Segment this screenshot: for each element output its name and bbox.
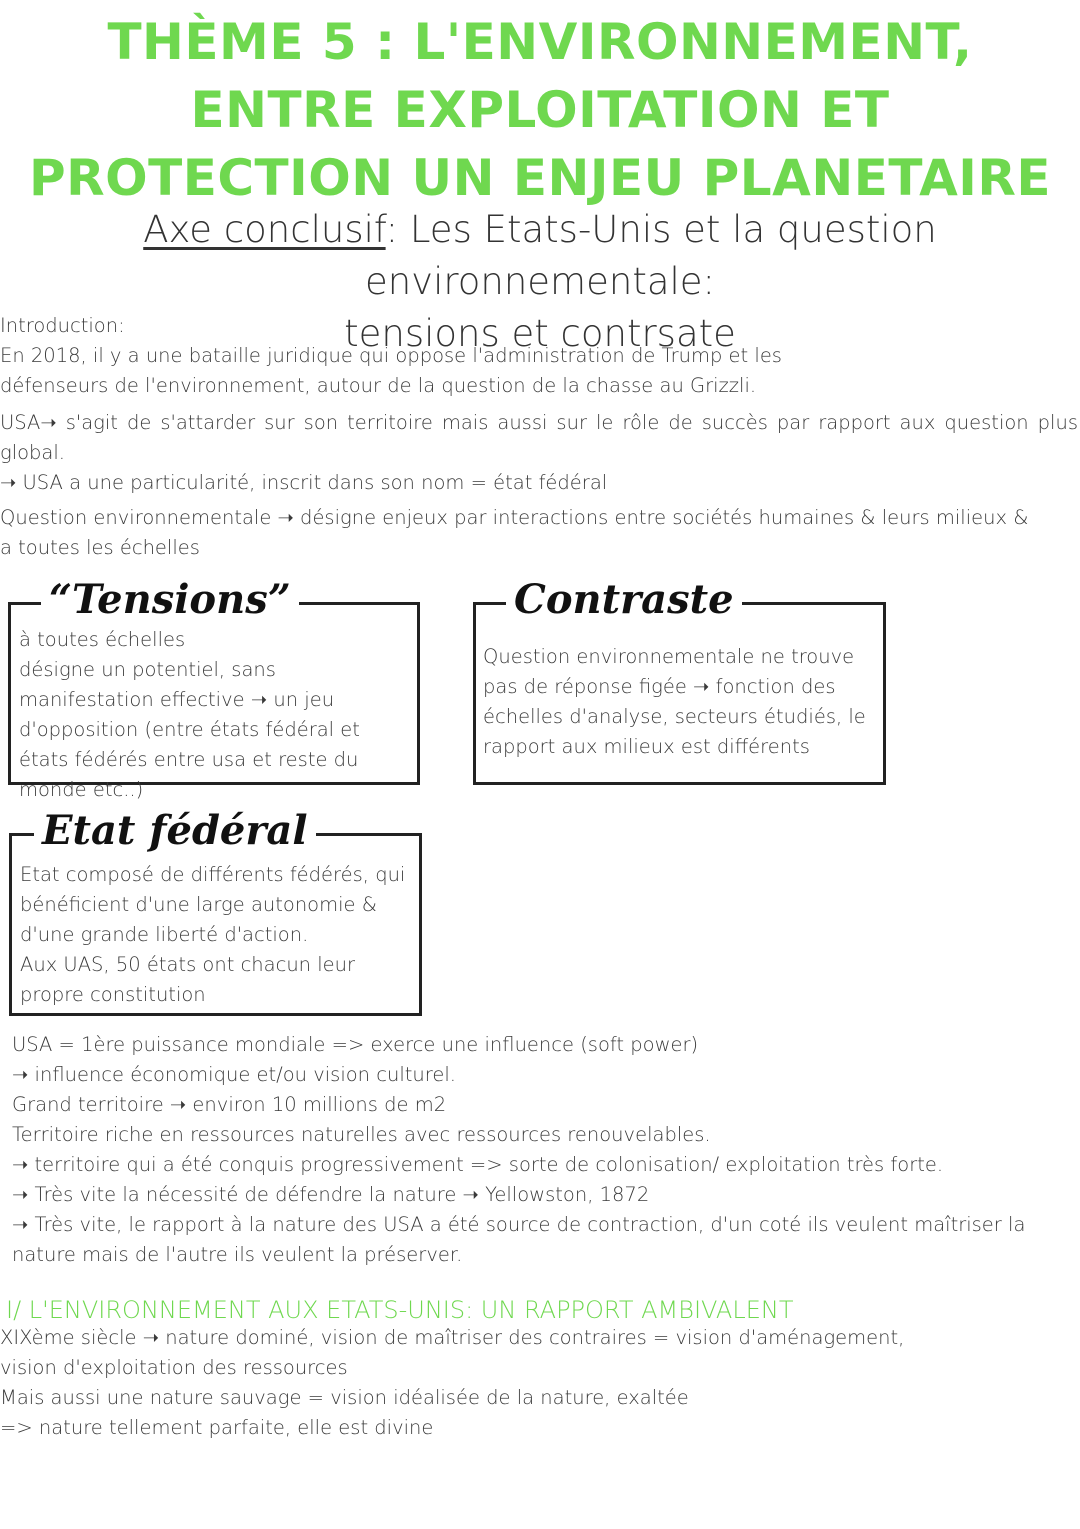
- contraste-box: [473, 576, 886, 785]
- usa-line: Territoire riche en ressources naturelles avec ressources renouvelables.: [12, 1123, 711, 1146]
- tensions-body: à toutes échelles désigne un potentiel, sans manifestation effective ➝ un jeu d'opposition (entre états fédéral et états fédérés entre usa et reste du monde etc..): [19, 628, 360, 801]
- usa-line: ➝ influence économique et/ou vision culturel.: [12, 1063, 456, 1086]
- etat-federal-body: Etat composé de différents fédérés, qui bénéficient d'une large autonomie & d'une grande liberté d'action. Aux UAS, 50 états ont chacun leur propre constitution: [20, 863, 406, 1006]
- usa-line: USA = 1ère puissance mondiale => exerce une influence (soft power): [12, 1033, 699, 1056]
- section-1-heading: I/ L'ENVIRONNEMENT AUX ETATS-UNIS: UN RAPPORT AMBIVALENT: [6, 1296, 794, 1324]
- contraste-body: Question environnementale ne trouve pas de réponse figée ➝ fonction des échelles d'analyse, secteurs étudiés, le rapport aux milieux est différents: [483, 645, 866, 758]
- axe-label: Axe conclusif: [143, 208, 386, 251]
- section-1-paragraph-3: => nature tellement parfaite, elle est divine: [0, 1416, 434, 1439]
- intro-paragraph-3: ➝ USA a une particularité, inscrit dans son nom = état fédéral: [0, 471, 608, 494]
- tensions-box: [8, 576, 420, 801]
- subtitle-rest: : Les Etats-Unis et la question environnementale:: [364, 208, 937, 303]
- section-1-paragraph-1: XIXème siècle ➝ nature dominé, vision de maîtriser des contraires = vision d'aménagement, vision d'exploitation des ressources: [0, 1326, 905, 1379]
- subtitle-line2: tensions et contrsate: [344, 312, 736, 355]
- section-1-paragraph-2: Mais aussi une nature sauvage = vision idéalisée de la nature, exaltée: [0, 1386, 689, 1409]
- intro-paragraph-1: En 2018, il y a une bataille juridique qui oppose l'administration de Trump et les défenseurs de l'environnement, autour de la question de la chasse au Grizzli.: [0, 344, 782, 397]
- etat-federal-title: Etat fédéral: [34, 809, 316, 853]
- tensions-title: “Tensions”: [41, 578, 299, 622]
- intro-paragraph-4: Question environnementale ➝ désigne enjeux par interactions entre sociétés humaines & leurs milieux & a toutes les échelles: [0, 506, 1029, 559]
- etat-federal-box: [9, 807, 422, 1016]
- usa-line: ➝ Très vite la nécessité de défendre la nature ➝ Yellowston, 1872: [12, 1183, 650, 1206]
- usa-line: Grand territoire ➝ environ 10 millions de m2: [12, 1093, 447, 1116]
- intro-paragraph-2: USA➝ s'agit de s'attarder sur son territoire mais aussi sur le rôle de succès par rapport aux question plus global.: [0, 411, 1078, 464]
- contraste-title: Contraste: [506, 578, 742, 622]
- usa-line: ➝ Très vite, le rapport à la nature des USA a été source de contraction, d'un coté ils veulent maîtriser la nature mais de l'autre ils veulent la préserver.: [12, 1213, 1026, 1266]
- usa-line: ➝ territoire qui a été conquis progressivement => sorte de colonisation/ exploitation très forte.: [12, 1153, 944, 1176]
- usa-notes: [12, 1030, 1062, 1270]
- intro-heading: Introduction:: [0, 314, 125, 337]
- page-title: THÈME 5 : L'ENVIRONNEMENT, ENTRE EXPLOITATION ET PROTECTION UN ENJEU PLANETAIRE: [28, 13, 1052, 207]
